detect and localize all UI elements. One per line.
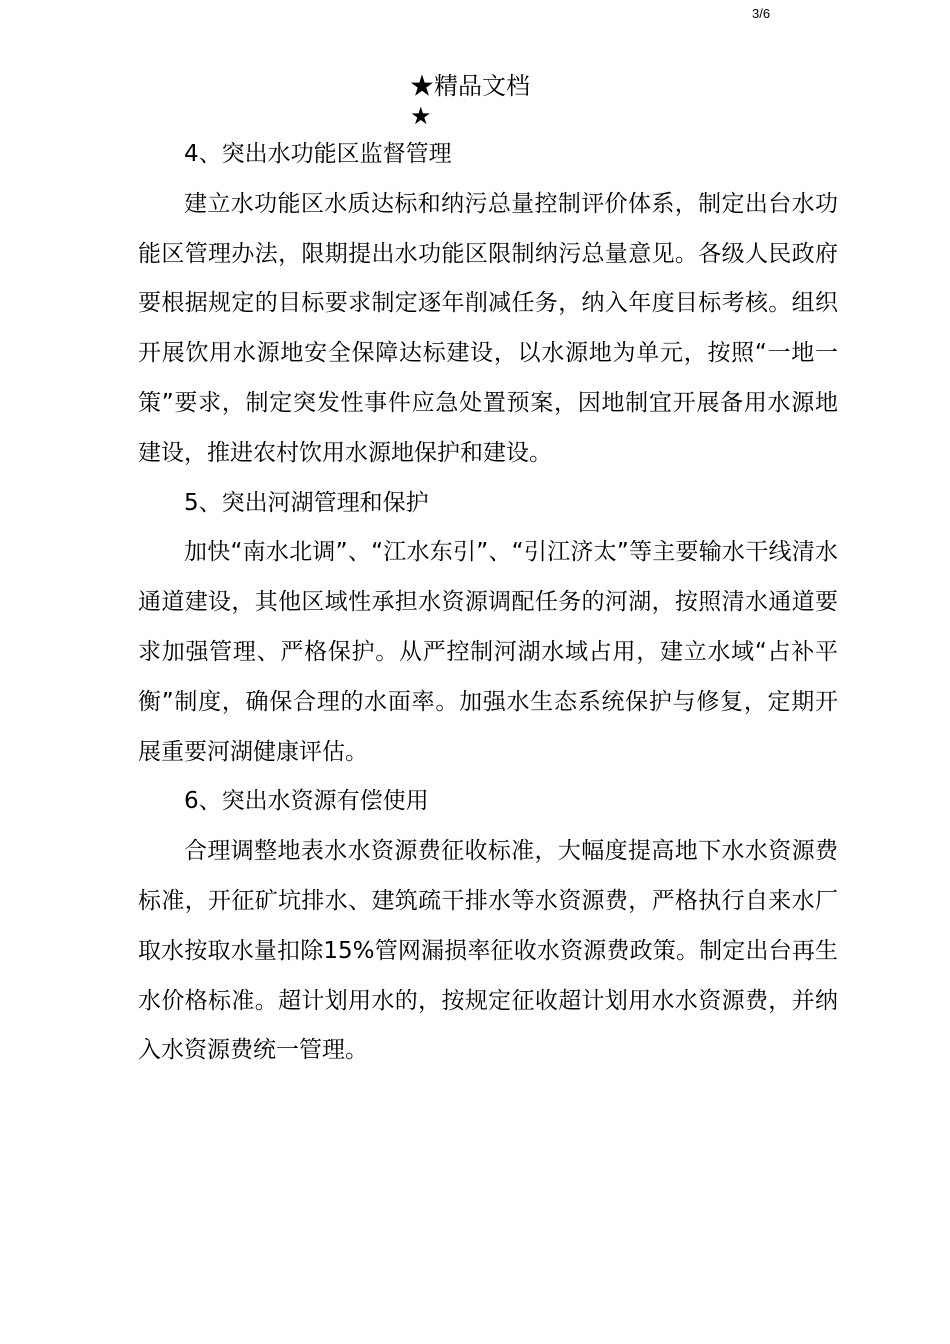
section-heading: 5、突出河湖管理和保护 bbox=[184, 489, 429, 516]
header-title: ★精品文档 bbox=[410, 72, 530, 100]
page-number: 3/6 bbox=[752, 6, 771, 21]
section-heading: 6、突出水资源有偿使用 bbox=[184, 788, 429, 815]
section-heading: 4、突出水功能区监督管理 bbox=[184, 141, 452, 167]
header-star-icon: ★ bbox=[410, 102, 432, 130]
section-paragraph: 加快“南水北调”、“江水东引”、“引江济太”等主要输水干线清水通道建设，其他区域性承担水资源调配任务的河湖，按照清水通道要求加强管理、严格保护。从严控制河湖水域占用，建立水域“占补平衡”制度，确保合理的水面率。加强水生态系统保护与修复，定期开展重要河湖健康评估。 bbox=[138, 539, 838, 765]
document-body bbox=[138, 130, 838, 1076]
section-paragraph: 建立水功能区水质达标和纳污总量控制评价体系，制定出台水功能区管理办法，限期提出水功能区限制纳污总量意见。各级人民政府要根据规定的目标要求制定逐年削减任务，纳入年度目标考核。组织开展饮用水源地安全保障达标建设，以水源地为单元，按照“一地一策”要求，制定突发性事件应急处置预案，因地制宜开展备用水源地建设，推进农村饮用水源地保护和建设。 bbox=[138, 190, 838, 466]
section-paragraph: 合理调整地表水水资源费征收标准，大幅度提高地下水水资源费标准，开征矿坑排水、建筑疏干排水等水资源费，严格执行自来水厂取水按取水量扣除15%管网漏损率征收水资源费政策。制定出台再生水价格标准。超计划用水的，按规定征收超计划用水水资源费，并纳入水资源费统一管理。 bbox=[138, 838, 838, 1064]
